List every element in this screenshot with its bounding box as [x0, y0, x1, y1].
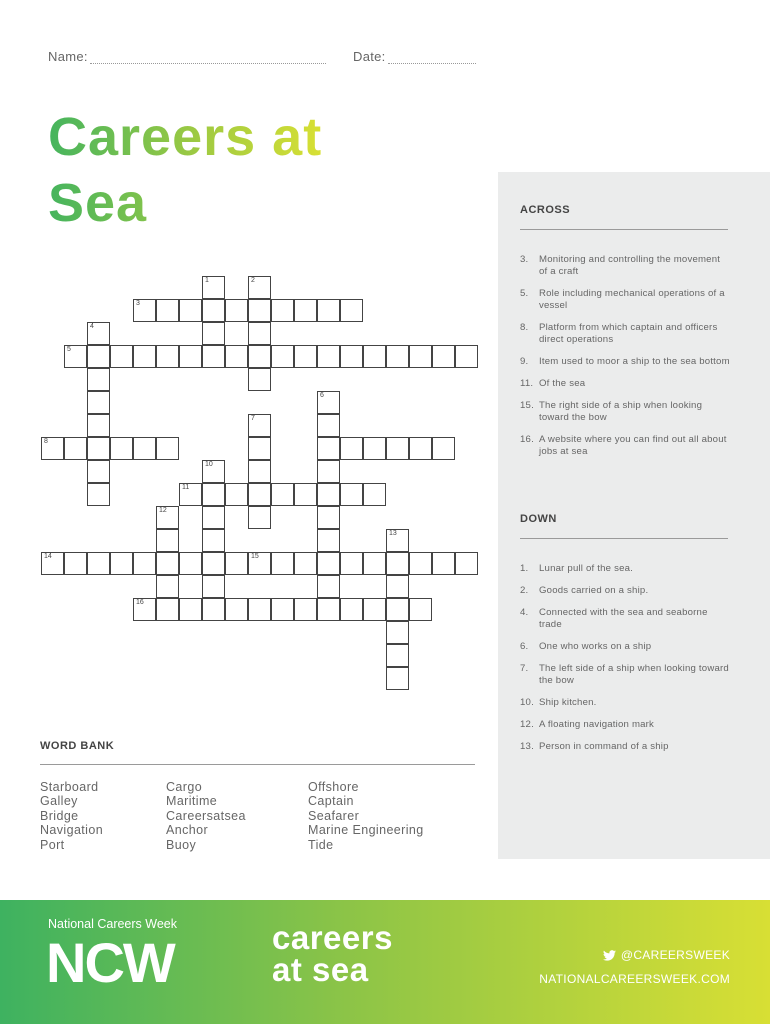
clue-number: 15: [251, 553, 259, 560]
crossword-cell[interactable]: [455, 345, 478, 368]
crossword-cell[interactable]: [202, 345, 225, 368]
clue-item-text: Monitoring and controlling the movement of a craft: [539, 254, 721, 277]
crossword-cell[interactable]: [271, 598, 294, 621]
date-line: [388, 51, 476, 64]
crossword-cell[interactable]: [87, 437, 110, 460]
crossword-cell[interactable]: [248, 299, 271, 322]
clue-item-text: A website where you can find out all about jobs at sea: [539, 434, 727, 457]
crossword-cell[interactable]: [156, 299, 179, 322]
crossword-cell[interactable]: [340, 345, 363, 368]
crossword-cell[interactable]: [271, 552, 294, 575]
clue-number: 14: [44, 553, 52, 560]
crossword-cell[interactable]: [340, 598, 363, 621]
crossword-cell[interactable]: [87, 345, 110, 368]
crossword-cell[interactable]: [87, 414, 110, 437]
crossword-cell[interactable]: [340, 299, 363, 322]
clue-item-text: The left side of a ship when looking toward the bow: [539, 663, 729, 686]
crossword-cell[interactable]: [317, 414, 340, 437]
crossword-cell[interactable]: [248, 598, 271, 621]
clue-item: [520, 697, 730, 709]
crossword-cell[interactable]: [156, 552, 179, 575]
across-heading: ACROSS: [520, 204, 571, 216]
clue-item-text: Lunar pull of the sea.: [539, 563, 634, 574]
crossword-cell[interactable]: [455, 552, 478, 575]
crossword-cell[interactable]: [225, 299, 248, 322]
crossword-cell[interactable]: [363, 598, 386, 621]
word-bank-column-1: [40, 780, 103, 852]
crossword-cell[interactable]: [340, 552, 363, 575]
crossword-cell[interactable]: [179, 483, 202, 506]
crossword-cell[interactable]: [179, 299, 202, 322]
crossword-cell[interactable]: [87, 391, 110, 414]
crossword-cell[interactable]: [87, 552, 110, 575]
crossword-cell[interactable]: [317, 460, 340, 483]
word-bank-item: Careersatsea: [166, 808, 246, 823]
clue-item-number: 3.: [520, 254, 529, 265]
crossword-cell[interactable]: [248, 437, 271, 460]
crossword-cell[interactable]: [271, 299, 294, 322]
clue-number: 2: [251, 277, 255, 284]
careers-at-sea-logo: careers at sea: [272, 919, 393, 988]
word-bank-item: Tide: [308, 837, 334, 852]
clue-item-number: 6.: [520, 641, 529, 652]
crossword-cell[interactable]: [202, 276, 225, 299]
crossword-cell[interactable]: [156, 345, 179, 368]
crossword-cell[interactable]: [317, 575, 340, 598]
crossword-cell[interactable]: [363, 345, 386, 368]
crossword-cell[interactable]: [87, 368, 110, 391]
crossword-cell[interactable]: [248, 322, 271, 345]
clue-item-text: The right side of a ship when looking toward the bow: [539, 400, 703, 423]
word-bank-item: Seafarer: [308, 808, 360, 823]
crossword-cell[interactable]: [202, 322, 225, 345]
crossword-cell[interactable]: [317, 552, 340, 575]
crossword-cell[interactable]: [225, 345, 248, 368]
clue-item-number: 16.: [520, 434, 534, 445]
word-bank-item: Port: [40, 837, 65, 852]
crossword-cell[interactable]: [156, 529, 179, 552]
crossword-cell[interactable]: [133, 345, 156, 368]
crossword-cell[interactable]: [248, 460, 271, 483]
clue-number: 1: [205, 277, 209, 284]
crossword-cell[interactable]: [179, 598, 202, 621]
clue-item-text: One who works on a ship: [539, 641, 652, 652]
crossword-cell[interactable]: [317, 506, 340, 529]
word-bank-column-2: [166, 780, 246, 852]
crossword-cell[interactable]: [225, 483, 248, 506]
clue-item: [520, 400, 730, 424]
clue-item-number: 9.: [520, 356, 529, 367]
clue-item: [520, 322, 730, 346]
crossword-cell[interactable]: [156, 506, 179, 529]
clue-item-number: 13.: [520, 741, 534, 752]
crossword-cell[interactable]: [386, 529, 409, 552]
crossword-cell[interactable]: [202, 529, 225, 552]
word-bank-item: Offshore: [308, 780, 359, 794]
crossword-cell[interactable]: [202, 506, 225, 529]
word-bank-item: Galley: [40, 794, 78, 809]
down-heading: DOWN: [520, 513, 557, 525]
word-bank-item: Maritime: [166, 794, 218, 809]
crossword-cell[interactable]: [64, 437, 87, 460]
crossword-cell[interactable]: [87, 483, 110, 506]
crossword-cell[interactable]: [317, 437, 340, 460]
crossword-cell[interactable]: [133, 299, 156, 322]
clue-item-number: 15.: [520, 400, 534, 411]
crossword-cell[interactable]: [386, 345, 409, 368]
name-label: Name:: [48, 49, 88, 64]
clue-item: [520, 585, 730, 597]
clue-item-text: Item used to moor a ship to the sea bottom: [539, 356, 730, 367]
crossword-cell[interactable]: [156, 598, 179, 621]
crossword-cell[interactable]: [202, 598, 225, 621]
clue-item: [520, 641, 730, 653]
crossword-cell[interactable]: [363, 483, 386, 506]
crossword-cell[interactable]: [202, 552, 225, 575]
crossword-cell[interactable]: [179, 552, 202, 575]
crossword-cell[interactable]: [248, 345, 271, 368]
clues-panel: [498, 172, 770, 859]
crossword-cell[interactable]: [386, 575, 409, 598]
crossword-cell[interactable]: [248, 506, 271, 529]
crossword-cell[interactable]: [271, 345, 294, 368]
clue-item-text: Person in command of a ship: [539, 741, 669, 752]
clue-item-text: Of the sea: [539, 378, 586, 389]
ncw-tagline: National Careers Week: [48, 917, 177, 931]
clue-item: [520, 356, 730, 368]
clue-item: [520, 378, 730, 390]
clue-number: 12: [159, 507, 167, 514]
clue-item-number: 4.: [520, 607, 529, 618]
clue-number: 4: [90, 323, 94, 330]
crossword-cell[interactable]: [386, 437, 409, 460]
crossword-cell[interactable]: [386, 621, 409, 644]
clue-number: 7: [251, 415, 255, 422]
crossword-cell[interactable]: [41, 437, 64, 460]
crossword-cell[interactable]: [317, 345, 340, 368]
crossword-cell[interactable]: [386, 667, 409, 690]
clue-item: [520, 607, 730, 631]
crossword-cell[interactable]: [133, 598, 156, 621]
clue-item-text: Ship kitchen.: [539, 697, 597, 708]
word-bank-item: Buoy: [166, 837, 197, 852]
crossword-cell[interactable]: [202, 299, 225, 322]
word-bank-item: Anchor: [166, 823, 209, 838]
twitter-handle-link[interactable]: [603, 948, 730, 962]
crossword-cell[interactable]: [248, 368, 271, 391]
clue-number: 10: [205, 461, 213, 468]
crossword-cell[interactable]: [432, 437, 455, 460]
crossword-cell[interactable]: [294, 483, 317, 506]
crossword-cell[interactable]: [202, 460, 225, 483]
word-bank-divider: [40, 764, 475, 765]
clue-item-number: 8.: [520, 322, 529, 333]
page-title: Careers at Sea: [48, 104, 322, 236]
clue-number: 6: [320, 392, 324, 399]
crossword-cell[interactable]: [340, 483, 363, 506]
clue-item: [520, 434, 730, 458]
crossword-cell[interactable]: [64, 552, 87, 575]
clue-item: [520, 288, 730, 312]
crossword-cell[interactable]: [225, 598, 248, 621]
across-divider: [520, 229, 728, 230]
crossword-cell[interactable]: [409, 345, 432, 368]
clue-item-text: Platform from which captain and officers direct operations: [539, 322, 718, 345]
clue-item: [520, 719, 730, 731]
across-clue-list: [520, 254, 730, 468]
crossword-cell[interactable]: [409, 598, 432, 621]
crossword-cell[interactable]: [317, 391, 340, 414]
crossword-cell[interactable]: [386, 598, 409, 621]
crossword-cell[interactable]: [432, 345, 455, 368]
clue-number: 11: [182, 484, 190, 491]
twitter-handle: @CAREERSWEEK: [620, 948, 730, 962]
crossword-cell[interactable]: [317, 483, 340, 506]
down-clue-list: [520, 563, 730, 763]
website-link[interactable]: NATIONALCAREERSWEEK.COM: [539, 972, 730, 986]
crossword-cell[interactable]: [294, 345, 317, 368]
down-divider: [520, 538, 728, 539]
clue-item-text: Goods carried on a ship.: [539, 585, 649, 596]
crossword-cell[interactable]: [248, 552, 271, 575]
word-bank-item: Bridge: [40, 808, 79, 823]
date-label: Date:: [353, 49, 386, 64]
clue-number: 5: [67, 346, 71, 353]
word-bank-item: Starboard: [40, 780, 99, 794]
crossword-cell[interactable]: [340, 437, 363, 460]
crossword-cell[interactable]: [294, 552, 317, 575]
clue-item: [520, 663, 730, 687]
word-bank-item: Marine Engineering: [308, 823, 424, 838]
crossword-cell[interactable]: [409, 552, 432, 575]
crossword-cell[interactable]: [202, 575, 225, 598]
clue-item-number: 1.: [520, 563, 529, 574]
crossword-cell[interactable]: [133, 552, 156, 575]
clue-item: [520, 741, 730, 753]
word-bank-column-3: [308, 780, 424, 852]
clue-item-number: 10.: [520, 697, 534, 708]
crossword-cell[interactable]: [317, 598, 340, 621]
crossword-cell[interactable]: [41, 552, 64, 575]
crossword-cell[interactable]: [363, 552, 386, 575]
crossword-cell[interactable]: [386, 644, 409, 667]
crossword-cell[interactable]: [248, 414, 271, 437]
crossword-cell[interactable]: [110, 345, 133, 368]
crossword-cell[interactable]: [179, 345, 202, 368]
twitter-bird-icon: [603, 950, 616, 961]
crossword-cell[interactable]: [156, 437, 179, 460]
crossword-cell[interactable]: [64, 345, 87, 368]
clue-item-text: Connected with the sea and seaborne trade: [539, 607, 708, 630]
crossword-cell[interactable]: [110, 437, 133, 460]
crossword-cell[interactable]: [317, 529, 340, 552]
crossword-cell[interactable]: [432, 552, 455, 575]
clue-number: 13: [389, 530, 397, 537]
crossword-cell[interactable]: [225, 552, 248, 575]
crossword-cell[interactable]: [87, 460, 110, 483]
crossword-cell[interactable]: [248, 276, 271, 299]
name-line: [90, 51, 326, 64]
crossword-cell[interactable]: [110, 552, 133, 575]
crossword-cell[interactable]: [363, 437, 386, 460]
word-bank-item: Captain: [308, 794, 354, 809]
clue-item-number: 5.: [520, 288, 529, 299]
crossword-cell[interactable]: [248, 483, 271, 506]
word-bank-heading: WORD BANK: [40, 740, 115, 752]
clue-item-text: Role including mechanical operations of a vessel: [539, 288, 725, 311]
crossword-cell[interactable]: [87, 322, 110, 345]
clue-item: [520, 254, 730, 278]
clue-number: 8: [44, 438, 48, 445]
clue-item-number: 7.: [520, 663, 529, 674]
crossword-cell[interactable]: [202, 483, 225, 506]
crossword-cell[interactable]: [271, 483, 294, 506]
ncw-logo: NCW: [46, 931, 174, 994]
clue-item: [520, 563, 730, 575]
crossword-cell[interactable]: [133, 437, 156, 460]
crossword-cell[interactable]: [294, 299, 317, 322]
name-field[interactable]: [48, 49, 326, 64]
clue-item-text: A floating navigation mark: [539, 719, 655, 730]
crossword-cell[interactable]: [409, 437, 432, 460]
word-bank-item: Cargo: [166, 780, 203, 794]
crossword-cell[interactable]: [294, 598, 317, 621]
clue-number: 16: [136, 599, 144, 606]
clue-number: 3: [136, 300, 140, 307]
clue-item-number: 11.: [520, 378, 534, 389]
word-bank-item: Navigation: [40, 823, 104, 838]
clue-item-number: 2.: [520, 585, 529, 596]
footer-banner: [0, 900, 770, 1024]
crossword-cell[interactable]: [386, 552, 409, 575]
crossword-cell[interactable]: [156, 575, 179, 598]
clue-item-number: 12.: [520, 719, 534, 730]
date-field[interactable]: [353, 49, 476, 64]
crossword-cell[interactable]: [317, 299, 340, 322]
